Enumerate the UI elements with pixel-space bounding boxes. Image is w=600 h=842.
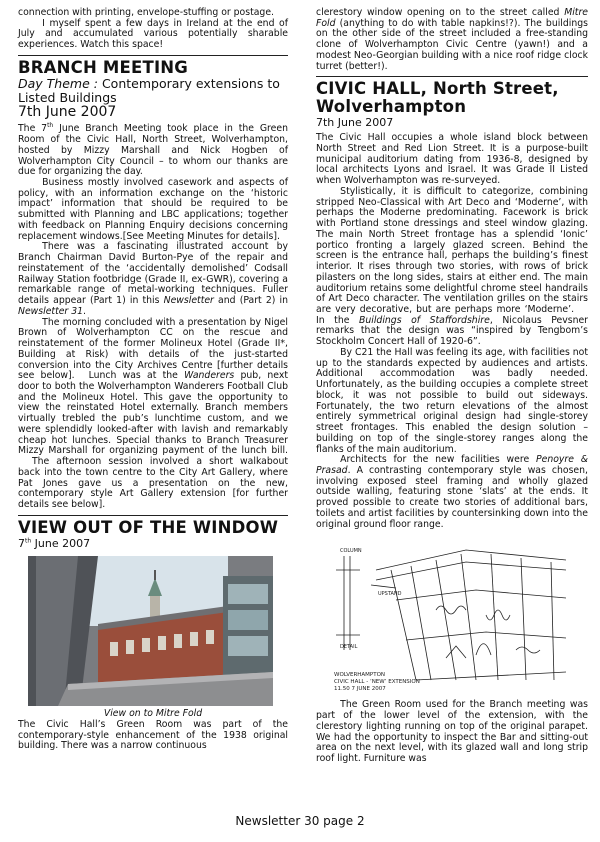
civic-paragraph-2: Stylistically, it is difficult to categorize, combining stripped Neo-Classical with Art Deco and ‘Moderne’, with perhaps the Moderne predominating. Facework is brick with Portland stone dressings and steel window glazing. The main North Street frontage has a splendid ‘Ionic’ portico fronting a largely glazed screen. Behind the screen is the entrance hall, perhaps the building’s finest interior. It rises through two stories, with rows of brick pilasters on the long sides, stairs at either end. The main auditorium retains some delightful chrome steel handrails of Art Deco character. The ventilation grilles on the stairs are very decorative, but are perhaps more ‘Moderne’.In the Buildings of Staffordshire, Nicolaus Pevsner remarks that the design was “inspired by Tengbom’s Stockholm Concert Hall of 1920-6”. [316, 185, 588, 348]
view-heading: VIEW OUT OF THE WINDOW [18, 517, 279, 537]
architect-sketch-drawing [316, 540, 588, 700]
civic-paragraph-1: The Civic Hall occupies a whole island block between North Street and Red Lion Street. It is a purpose-built municipal auditorium dating from 1936-8, designed by local architects Lyons and Israel. It was Grade II Listed when Wolverhampton was re-surveyed. [316, 132, 588, 187]
sketch-note-line-3: 11.50 7 JUNE 2007 [334, 686, 386, 693]
right-column [316, 8, 588, 765]
extension-sketch [316, 540, 588, 700]
window-view-photo [28, 556, 273, 706]
sketch-label-column: COLUMN [340, 548, 362, 555]
photo-caption: View on to Mitre Fold [103, 707, 203, 719]
branch-meeting-date: 7th June 2007 [18, 104, 117, 121]
view-date: 7th June 2007 [18, 536, 91, 550]
branch-paragraph-2: Business mostly involved casework and aspects of policy, with an information exchange on the ‘historic impact’ information that should be required to be submitted with Planning and LBC applications; together with feedback on Planning Enquiry decisions concerning replacement windows.[See Meeting Minutes for details]. [18, 177, 288, 242]
left-column [18, 8, 288, 752]
intro-paragraph-2: I myself spent a few days in Ireland at the end of July and accumulated various potentially sharable experiences. Watch this space! [18, 17, 288, 51]
civic-paragraph-4: Architects for the new facilities were Penoyre & Prasad. A contrasting contemporary style was chosen, involving exposed steel framing and wholly glazed outside walling, featuring stone ‘slats’ at the ends. It proved possible to create two stories of additional bars, toilets and artist facilities by countersinking down into the original ground floor range. [316, 454, 588, 530]
branch-paragraph-3: There was a fascinating illustrated account by Branch Chairman David Burton-Pye of the repair and reinstatement of the ‘accidentally demolished’ Codsall Railway Station footbridge (Grade II, ex-GWR), covering a remarkable range of metal-working techniques. Fuller details appear (Part 1) in this Newsletter and (Part 2) in Newsletter 31. [18, 241, 289, 317]
divider [18, 55, 288, 56]
sketch-note-line-2: CIVIC HALL - ‘NEW’ EXTENSION [334, 679, 420, 686]
branch-paragraph-1: The 7th June Branch Meeting took place in the Green Room of the Civic Hall, North Street, Wolverhampton, hosted by Mizzy Marshall and Nick Hogben of Wolverhampton City Council – to whom our thanks are due for organizing the day. [18, 122, 288, 178]
civic-hall-heading: CIVIC HALL, North Street, Wolverhampton [316, 79, 559, 117]
view-paragraph-1: The Civic Hall’s Green Room was part of the contemporary-style enhancement of the 1938 original building. There was a narrow continuous [18, 718, 288, 752]
sketch-note-line-1: WOLVERHAMPTON [334, 672, 386, 679]
sketch-label-detail: DETAIL [340, 644, 358, 651]
page-footer: Newsletter 30 page 2 [235, 814, 365, 828]
civic-paragraph-5: The Green Room used for the Branch meeting was part of the lower level of the extension, with the clerestory lighting running on top of the original parapet. We had the opportunity to inspect the Bar and sitting-out area on the next level, with its glazed wall and long strip roof light. Furniture was [316, 699, 588, 765]
branch-paragraph-4: The morning concluded with a presentation by Nigel Brown of Wolverhampton CC on the rescue and reinstatement of the former Molineux Hotel (Grade II*, Building at Risk) with details of the just-started conversion into the City Archives Centre [further details see below]. Lunch was at the Wanderers pub, next door to both the Wolverhampton Wanderers Football Club and the Molineux Hotel. This gave the opportunity to view the reinstated Hotel externally. Branch members virtually trebled the pub’s lunchtime custom, and we were splendidly looked-after with lavish and remarkably cheap hot lunches. Special thanks to Branch Treasurer Mizzy Marshall for organizing payment of the lunch bill.The afternoon session involved a short walkabout back into the town centre to the City Art Gallery, where Pat Jones gave us a presentation on the new, contemporary style Art Gallery extension [for further details see below]. [18, 316, 289, 511]
branch-meeting-heading: BRANCH MEETING [18, 57, 189, 77]
divider [316, 76, 588, 77]
day-theme [18, 77, 288, 105]
sketch-label-upstand: UPSTAND [378, 591, 402, 598]
window-view-illustration [28, 556, 273, 706]
day-theme-label: Day Theme : [18, 75, 98, 91]
civic-paragraph-3: By C21 the Hall was feeling its age, with facilities not up to the standards expected by audiences and artists. Additional accommodation was badly needed. Unfortunately, as the building occupies a complete street block, it was not possible to build out sideways. Fortunately, the two return elevations of the almost entirely symmetrical original design had single-storey street frontages. This enabled the design solution – building on top of the single-storey ranges along the flanks of the main auditorium. [316, 346, 588, 455]
divider [18, 515, 288, 516]
day-theme-text: Contemporary extensions to Listed Buildings [18, 75, 280, 105]
civic-hall-date: 7th June 2007 [316, 116, 394, 130]
intro-paragraph-1: connection with printing, envelope-stuffing or postage. [18, 7, 275, 18]
continued-paragraph: clerestory window opening on to the street called Mitre Fold (anything to do with table napkins!?). The buildings on the other side of the street included a free-standing clone of Wolverhampton Civic Centre (yawn!) and a modest Neo-Georgian building with a nice roof ridge clock turret (better!). [316, 7, 588, 72]
